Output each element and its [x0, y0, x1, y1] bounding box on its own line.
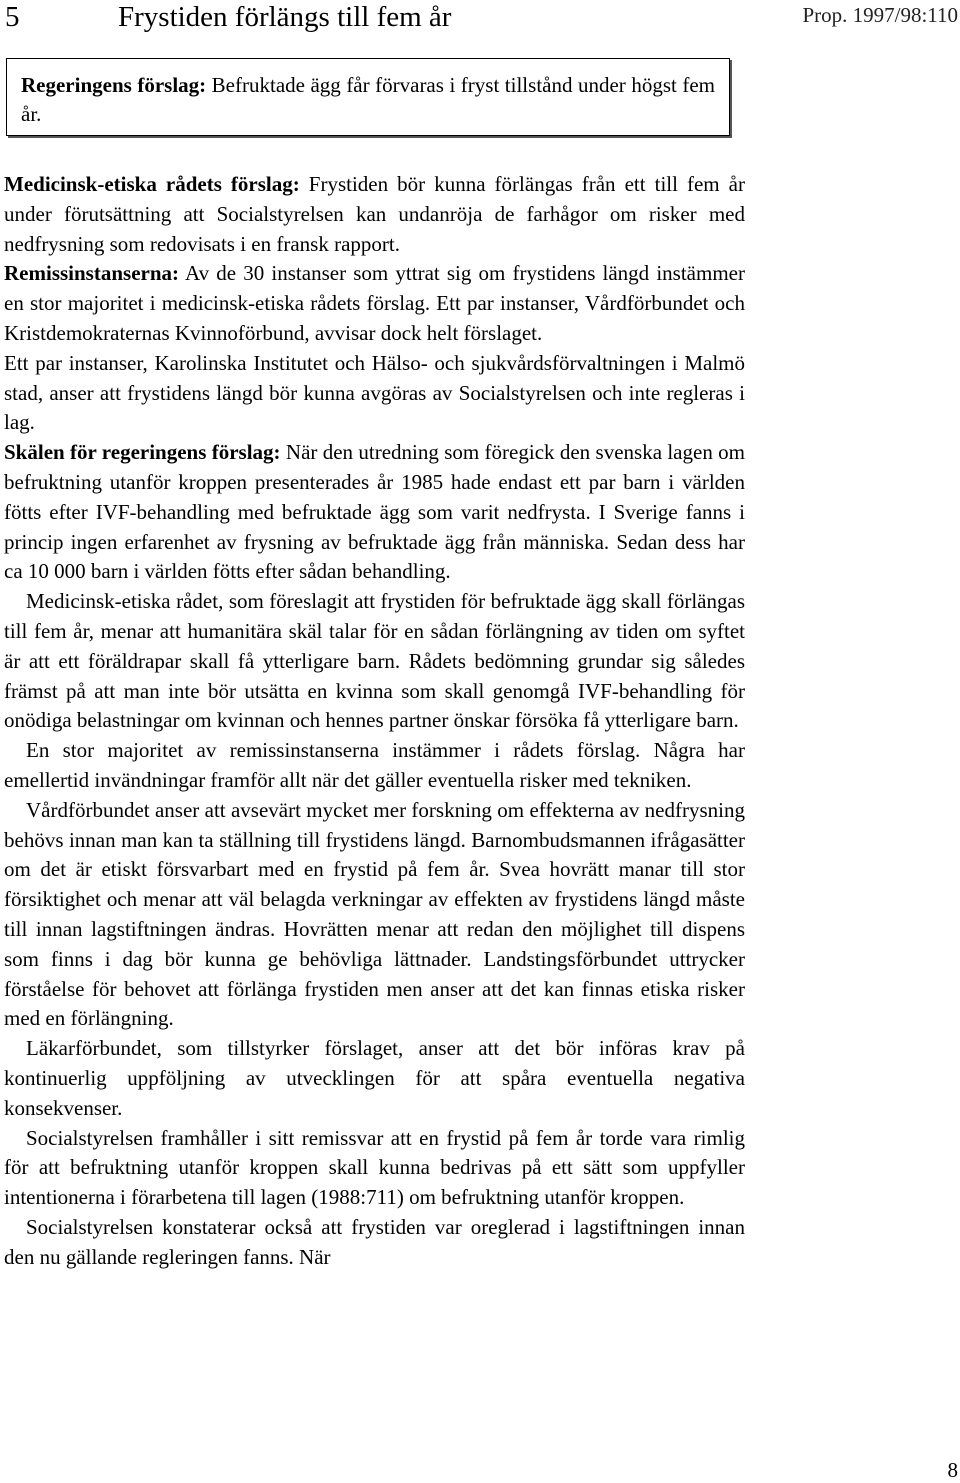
paragraph-lead: Medicinsk-etiska rådets förslag: — [4, 172, 300, 196]
paragraph-body — [4, 736, 745, 796]
paragraph-body — [4, 1213, 745, 1273]
section-title: Frystiden förlängs till fem år — [118, 1, 452, 33]
paragraph-text: Ett par instanser, Karolinska Institutet och Hälso- och sjukvårdsförvaltningen i Malmö stad, anser att frystidens längd bör kunna avgöras av Socialstyrelsen och inte regleras i lag. — [4, 350, 745, 435]
paragraph-body — [4, 796, 745, 1034]
body-text — [4, 170, 745, 1272]
paragraph-council-proposal — [4, 170, 745, 259]
paragraph-referral-bodies — [4, 259, 745, 348]
paragraph-body — [4, 1124, 745, 1213]
paragraph-body — [4, 587, 745, 736]
section-number: 5 — [5, 1, 20, 33]
paragraph-referral-bodies-2 — [4, 349, 745, 438]
paragraph-lead: Skälen för regeringens förslag: — [4, 440, 281, 465]
paragraph-text: Av de 30 instanser som yttrat sig om frystidens längd instämmer en stor majoritet i medicinsk-etiska rådets förslag. Ett par instanser, Vårdförbundet och Kristdemokraternas Kvinnoförbund, avvisar dock helt förslaget. — [4, 261, 745, 345]
proposition-reference: Prop. 1997/98:110 — [802, 3, 958, 27]
paragraph-text: Läkarförbundet, som tillstyrker förslaget, anser att det bör införas krav på kontinuerlig uppföljning av utvecklingen för att spåra eventuella negativa konsekvenser. — [4, 1036, 745, 1120]
page-number: 8 — [947, 1458, 958, 1482]
paragraph-text: Socialstyrelsen framhåller i sitt remissvar att en frystid på fem år torde vara rimlig för att befruktning utanför kroppen skall kunna bedrivas på ett sätt som uppfyller intentionerna i förarbetena till lagen (1988:711) om befruktning utanför kroppen. — [4, 1125, 745, 1210]
proposal-text: Befruktade ägg får förvaras i fryst tillstånd under högst fem år. — [21, 73, 715, 126]
paragraph-text: Socialstyrelsen konstaterar också att frystiden var oreglerad i lagstiftningen innan den nu gällande regleringen fanns. När — [4, 1214, 745, 1269]
proposal-lead: Regeringens förslag: — [21, 73, 207, 97]
paragraph-text: Vårdförbundet anser att avsevärt mycket mer forskning om effekterna av nedfrysning behövs innan man kan ta ställning till frystidens längd. Barnombudsmannen ifrågasätter om det är etiskt försvarbart med en frystid på fem år. Svea hovrätt manar till stor försiktighet och menar att väl belagda verkningar av effekten av frystidens längd måste till innan lagstiftningen ändras. Hovrätten menar att redan den möjlighet till dispens som finns i dag bör kunna ge behövliga lättnader. Landstingsförbundet uttrycker förståelse för behovet att förlänga frystiden men anser att det kan finnas etiska risker med en förlängning. — [4, 797, 745, 1031]
paragraph-text: Medicinsk-etiska rådet, som föreslagit att frystiden för befruktade ägg skall förlängas till fem år, menar att humanitära skäl talar för en sådan förlängning av tiden om syftet är att ett föräldrapar skall få ytterligare barn. Rådets bedömning grundar sig således främst på att man inte bör utsätta en kvinna som skall genomgå IVF-behandling för onödiga belastningar om kvinnan och hennes partner önskar försöka få ytterligare barn. — [4, 589, 745, 733]
paragraph-text: En stor majoritet av remissinstanserna instämmer i rådets förslag. Några har emellertid invändningar framför allt när det gäller eventuella risker med tekniken. — [4, 738, 745, 792]
paragraph-text: När den utredning som föregick den svenska lagen om befruktning utanför kroppen presenterades år 1985 hade endast ett par barn i världen fötts efter IVF-behandling med befruktade ägg som varit nedfrysta. I Sverige fanns i princip ingen erfarenhet av frysning av befruktade ägg från människa. Sedan dess har ca 10 000 barn i världen fötts efter sådan behandling. — [4, 440, 746, 584]
government-proposal-box — [6, 58, 730, 136]
paragraph-lead: Remissinstanserna: — [4, 261, 180, 286]
paragraph-government-reasons — [4, 438, 745, 587]
paragraph-body — [4, 1034, 745, 1123]
paragraph-text: Frystiden bör kunna förlängas från ett till fem år under förutsättning att Socialstyrelsen kan undanröja de farhågor om risker med nedfrysning som redovisats i en fransk rapport. — [4, 172, 745, 256]
